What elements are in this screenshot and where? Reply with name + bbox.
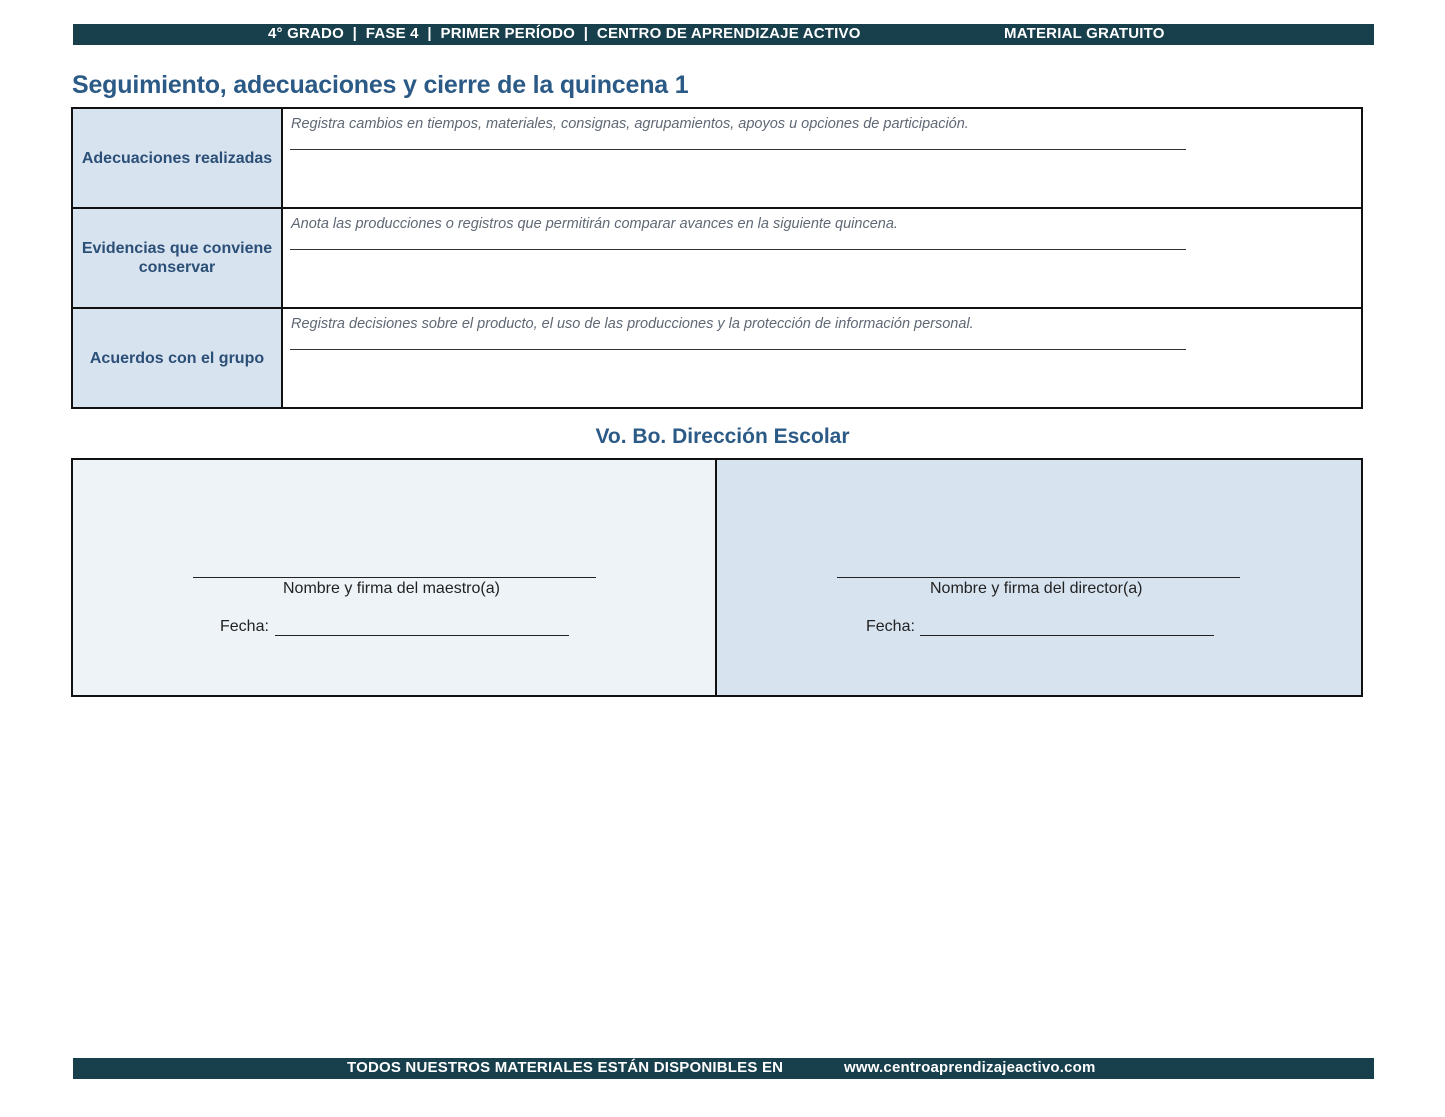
teacher-date-label: Fecha: [220,618,269,635]
hint-text: Registra cambios en tiempos, materiales, consignas, agrupamientos, apoyos u opciones de participación. [291,116,969,132]
row-label-evidencias: Evidencias que conviene conservar [72,208,282,308]
table-row [72,308,1362,408]
signature-box [71,458,1363,697]
header-free-material-text: MATERIAL GRATUITO [1004,25,1165,42]
teacher-signature-caption: Nombre y firma del maestro(a) [283,580,500,597]
footer-bar [73,1058,1374,1079]
teacher-date-line[interactable] [275,635,569,636]
header-bar [73,24,1374,45]
row-label-adecuaciones: Adecuaciones realizadas [72,108,282,208]
page-title: Seguimiento, adecuaciones y cierre de la quincena 1 [72,71,689,99]
footer-availability-text: TODOS NUESTROS MATERIALES ESTÁN DISPONIBLES EN [347,1059,784,1076]
hint-text: Anota las producciones o registros que permitirán comparar avances en la siguiente quincena. [291,216,898,232]
response-field-adecuaciones[interactable] [282,108,1362,208]
response-field-acuerdos[interactable] [282,308,1362,408]
table-row [72,108,1362,208]
row-label-acuerdos: Acuerdos con el grupo [72,308,282,408]
writing-line [290,249,1186,250]
response-field-evidencias[interactable] [282,208,1362,308]
table-row [72,208,1362,308]
header-info-text: 4° GRADO | FASE 4 | PRIMER PERÍODO | CENTRO DE APRENDIZAJE ACTIVO [268,25,861,42]
writing-line [290,149,1186,150]
hint-text: Registra decisiones sobre el producto, el uso de las producciones y la protección de información personal. [291,316,974,332]
director-date-label: Fecha: [866,618,915,635]
footer-url-link[interactable]: www.centroaprendizajeactivo.com [844,1059,1096,1076]
writing-line [290,349,1186,350]
director-signature-line[interactable] [837,577,1240,578]
approval-heading: Vo. Bo. Dirección Escolar [595,425,850,448]
tracking-table [71,107,1363,409]
teacher-signature-panel [73,460,717,695]
director-signature-panel [717,460,1361,695]
director-date-line[interactable] [920,635,1214,636]
director-signature-caption: Nombre y firma del director(a) [930,580,1143,597]
teacher-signature-line[interactable] [193,577,596,578]
